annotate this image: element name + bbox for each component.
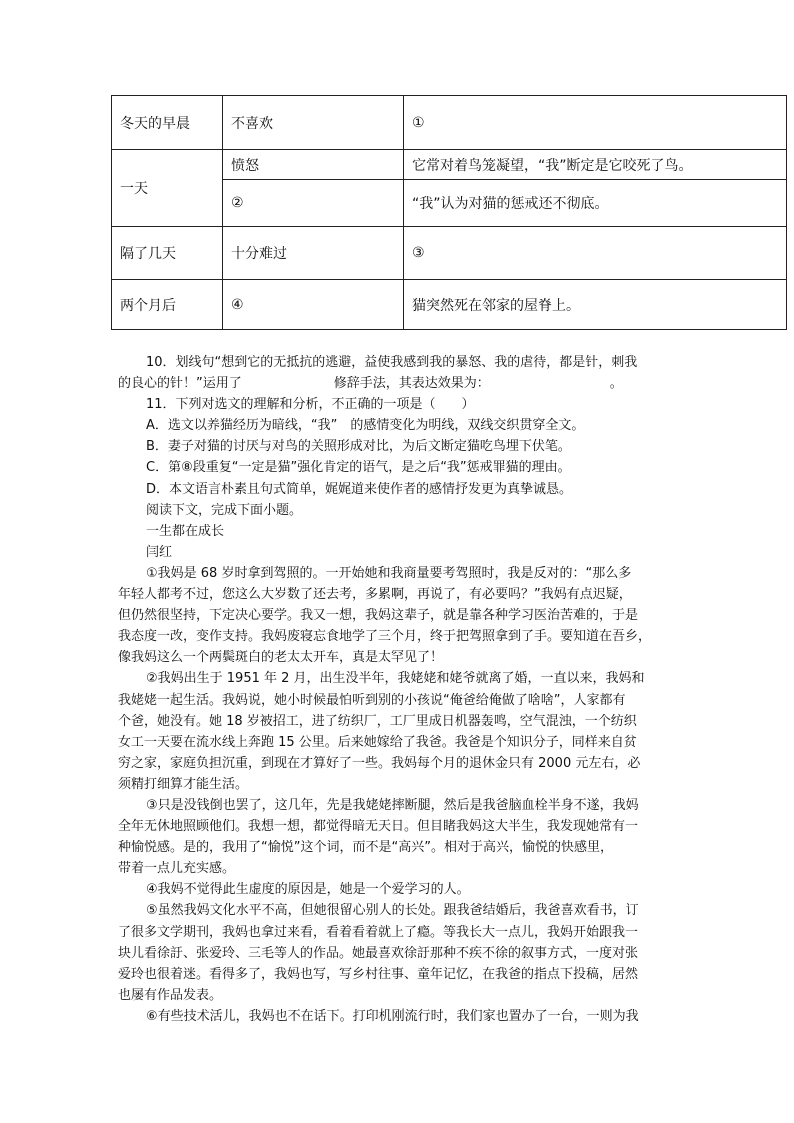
event-cell: 它常对着鸟笼凝望，“我”断定是它咬死了鸟。 — [404, 150, 787, 180]
question-10-line1: 10．划线句“想到它的无抵抗的逃避，益使我感到我的暴怒、我的虐待，都是针，刺我 — [146, 355, 638, 370]
event-cell: ③ — [404, 227, 787, 280]
paragraph-line: 穷之家，家庭负担沉重，到现在才算好了一些。我妈每个月的退休金只有 2000 元左右，必 — [118, 755, 641, 771]
feeling-cell: ② — [223, 180, 404, 227]
question-11: 11．下列对选文的理解和分析，不正确的一项是（ ） — [146, 397, 475, 413]
feeling-cell: 十分难过 — [223, 227, 404, 280]
option-d: D．本文语言朴素且句式简单，娓娓道来使作者的感情抒发更为真挚诚恳。 — [146, 481, 573, 497]
instruction: 阅读下文，完成下面小题。 — [146, 502, 303, 518]
paragraph-line: 但仍然很坚持，下定决心要学。我又一想，我妈这辈子，就是靠各种学习医治苦难的，于是 — [118, 608, 639, 624]
paragraph-line: 全年无休地照顾他们。我想一想，都觉得暗无天日。但目睹我妈这大半生，我发现她常有一 — [118, 819, 639, 835]
feeling-table — [111, 95, 787, 330]
paragraph-line: ④我妈不觉得此生虚度的原因是，她是一个爱学习的人。 — [146, 882, 470, 898]
paragraph-line: 也屡有作品发表。 — [118, 987, 223, 1003]
paragraph-line: 个爸，她没有。她 18 岁被招工，进了纺织厂，工厂里成日机器轰鸣，空气混浊，一个纺织 — [118, 713, 637, 729]
option-c: C．第⑧段重复“一定是猫”强化肯定的语气，是之后“我”惩戒罪猫的理由。 — [146, 460, 571, 476]
article-title: 一生都在成长 — [146, 523, 225, 539]
event-cell: 猫突然死在邻家的屋脊上。 — [404, 280, 787, 330]
paragraph-line: 了很多文学期刊，我妈也拿过来看，看着看着就上了瘾。等我长大一点儿，我妈开始跟我一 — [118, 924, 639, 940]
feeling-cell: ④ — [223, 280, 404, 330]
table-row — [112, 150, 787, 180]
q10-part3: 。 — [609, 376, 623, 392]
question-text — [118, 352, 686, 1027]
time-cell: 两个月后 — [112, 280, 223, 330]
table-row — [112, 280, 787, 330]
table-row — [112, 96, 787, 150]
paragraph-line: 须精打细算才能生活。 — [118, 776, 249, 792]
question-10-line2 — [118, 373, 686, 394]
paragraph-line: 我姥姥一起生活。我妈说，她小时候最怕听到别的小孩说“俺爸给俺做了啥啥”，人家都有 — [118, 692, 626, 708]
time-cell: 一天 — [112, 150, 223, 227]
option-a: A．选文以养猫经历为暗线，“我” 的感情变化为明线，双线交织贯穿全文。 — [146, 418, 585, 434]
event-cell: ① — [404, 96, 787, 150]
paragraph-line: 女工一天要在流水线上奔跑 15 公里。后来她嫁给了我爸。我爸是个知识分子，同样来自贫 — [118, 734, 637, 750]
option-b: B．妻子对猫的讨厌与对鸟的关照形成对比，为后文断定猫吃鸟埋下伏笔。 — [146, 439, 571, 455]
paragraph-line: ②我妈出生于 1951 年 2 月，出生没半年，我姥姥和姥爷就离了婚，一直以来，我妈和 — [146, 671, 645, 687]
time-cell: 隔了几天 — [112, 227, 223, 280]
paragraph-line: 带着一点儿充实感。 — [118, 861, 236, 877]
event-cell: “我”认为对猫的惩戒还不彻底。 — [404, 180, 787, 227]
paragraph-line: 爱玲也很着迷。看得多了，我妈也写，写乡村往事、童年记忆，在我爸的指点下投稿，居然 — [118, 966, 639, 982]
feeling-cell: 愤怒 — [223, 150, 404, 180]
paragraph-line: 块儿看徐訏、张爱玲、三毛等人的作品。她最喜欢徐訏那种不疾不徐的叙事方式，一度对张 — [118, 945, 639, 961]
paragraph-line: ⑥有些技术活儿，我妈也不在话下。打印机刚流行时，我们家也置办了一台，一则为我 — [146, 1008, 639, 1024]
article-author: 闫红 — [146, 544, 173, 560]
paragraph-line: 种愉悦感。是的，我用了“愉悦”这个词，而不是“高兴”。相对于高兴，愉悦的快感里， — [118, 840, 613, 856]
paragraph-line: ③只是没钱倒也罢了，这几年，先是我姥姥摔断腿，然后是我爸脑血栓半身不遂，我妈 — [146, 797, 639, 813]
q10-part2: 修辞手法，其表达效果为： — [333, 376, 490, 392]
paragraph-line: ⑤虽然我妈文化水平不高，但她很留心别人的长处。跟我爸结婚后，我爸喜欢看书，订 — [146, 903, 639, 919]
paragraph-line: ①我妈是 68 岁时拿到驾照的。一开始她和我商量要考驾照时，我是反对的：“那么多 — [146, 565, 632, 581]
table-row — [112, 227, 787, 280]
feeling-cell: 不喜欢 — [223, 96, 404, 150]
paragraph-line: 我态度一改，变作支持。我妈废寝忘食地学了三个月，终于把驾照拿到了手。要知道在吾乡， — [118, 629, 652, 645]
time-cell: 冬天的早晨 — [112, 96, 223, 150]
q10-part1: 的良心的针！”运用了 — [118, 376, 242, 392]
paragraph-line: 像我妈这么一个两鬓斑白的老太太开车，真是太罕见了！ — [118, 650, 444, 666]
paragraph-line: 年轻人都考不过，您这么大岁数了还去考，多累啊，再说了，有必要吗？”我妈有点迟疑， — [118, 587, 632, 603]
